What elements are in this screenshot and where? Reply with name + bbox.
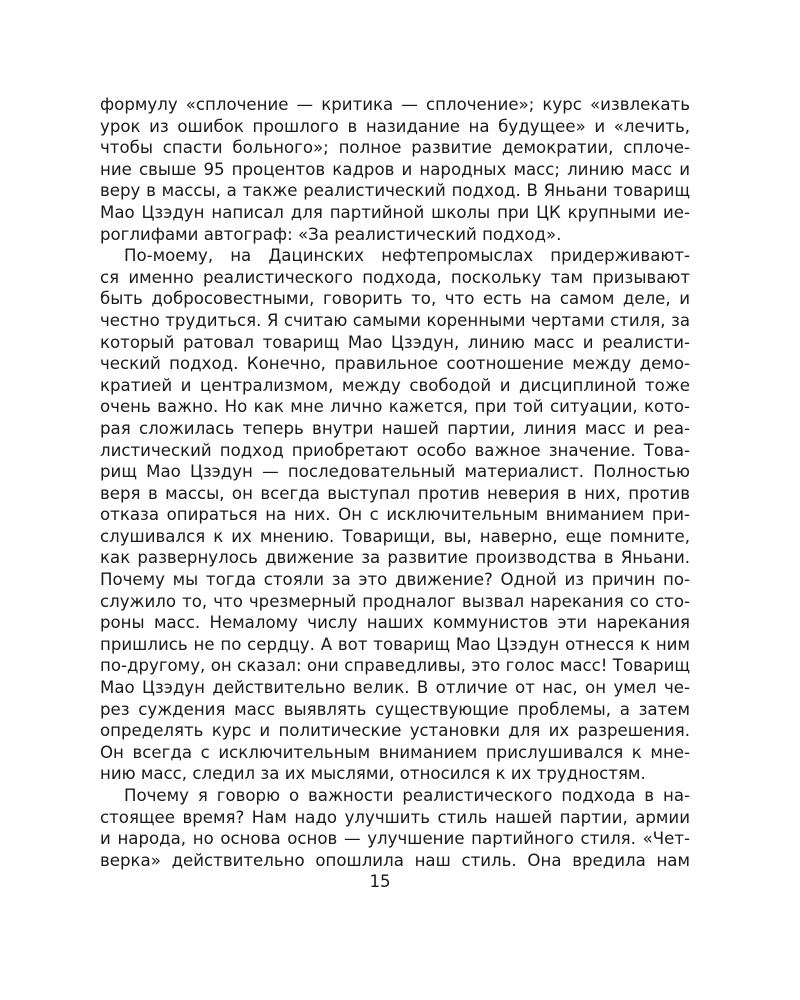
text-line: стоящее время? Нам надо улучшить стиль нашей партии, армии xyxy=(100,807,690,827)
text-line: честно трудиться. Я считаю самыми коренными чертами стиля, за xyxy=(100,310,690,330)
text-line: урок из ошибок прошлого в назидание на будущее» и «лечить, xyxy=(100,116,690,136)
text-line: Почему я говорю о важности реалистического подхода в на- xyxy=(124,786,690,805)
text-line: очень важно. Но как мне лично кажется, при той ситуации, кото- xyxy=(100,397,690,417)
text-line: Почему мы тогда стояли за это движение? Одной из причин по- xyxy=(100,570,690,590)
text-line: рез суждения масс выявлять существующие проблемы, а затем xyxy=(100,699,690,719)
text-line: веру в массы, а также реалистический подход. В Яньани товарищ xyxy=(100,181,690,201)
text-line: листический подход приобретают особо важное значение. Това- xyxy=(100,440,690,460)
paragraph-2 xyxy=(100,245,690,785)
page-number: 15 xyxy=(369,872,391,891)
text-line: ся именно реалистического подхода, поскольку там призывают xyxy=(100,267,690,287)
paragraph-1 xyxy=(100,94,690,245)
text-line: нию масс, следил за их мыслями, относился к их трудностям. xyxy=(100,764,646,784)
text-line: слушивался к их мнению. Товарищи, вы, наверно, еще помните, xyxy=(100,526,690,546)
text-line: пришлись не по сердцу. А вот товарищ Мао Цзэдун отнесся к ним xyxy=(100,634,690,654)
body-text xyxy=(100,94,690,871)
text-line: ние свыше 95 процентов кадров и народных масс; линию масс и xyxy=(100,159,690,179)
text-line: определять курс и политические установки для их разрешения. xyxy=(100,721,690,741)
text-line: служило то, что чрезмерный продналог вызвал нарекания со сто- xyxy=(100,591,690,611)
text-line: роглифами автограф: «За реалистический подход». xyxy=(100,224,562,244)
text-line: быть добросовестными, говорить то, что есть на самом деле, и xyxy=(100,289,690,309)
text-line: формулу «сплочение — критика — сплочение»; курс «извлекать xyxy=(100,95,690,114)
text-line: Он всегда с исключительным вниманием прислушивался к мне- xyxy=(100,742,690,762)
text-line: веря в массы, он всегда выступал против неверия в них, против xyxy=(100,483,690,503)
paragraph-3 xyxy=(100,785,690,871)
text-line: чтобы спасти больного»; полное развитие демократии, сплоче- xyxy=(100,138,690,158)
text-line: который ратовал товарищ Мао Цзэдун, линию масс и реалисти- xyxy=(100,332,690,352)
text-line: роны масс. Немалому числу наших коммунистов эти нарекания xyxy=(100,613,690,633)
text-line: рая сложилась теперь внутри нашей партии, линия масс и реа- xyxy=(100,418,690,438)
text-line: по-другому, он сказал: они справедливы, это голос масс! Товарищ xyxy=(100,656,690,676)
text-line: ческий подход. Конечно, правильное соотношение между демо- xyxy=(100,354,690,374)
text-line: По-моему, на Дацинских нефтепромыслах придерживают- xyxy=(124,246,690,266)
text-line: Мао Цзэдун действительно велик. В отличие от нас, он умел че- xyxy=(100,678,690,698)
text-line: отказа опираться на них. Он с исключительным вниманием при- xyxy=(100,505,690,525)
text-line: кратией и централизмом, между свободой и дисциплиной тоже xyxy=(100,375,690,395)
text-line: и народа, но основа основ — улучшение партийного стиля. «Чет- xyxy=(100,829,690,849)
text-line: как развернулось движение за развитие производства в Яньани. xyxy=(100,548,690,568)
text-line: верка» действительно опошлила наш стиль. Она вредила нам xyxy=(100,850,690,870)
text-line: рищ Мао Цзэдун — последовательный материалист. Полностью xyxy=(100,462,690,482)
text-line: Мао Цзэдун написал для партийной школы при ЦК крупными ие- xyxy=(100,202,690,222)
